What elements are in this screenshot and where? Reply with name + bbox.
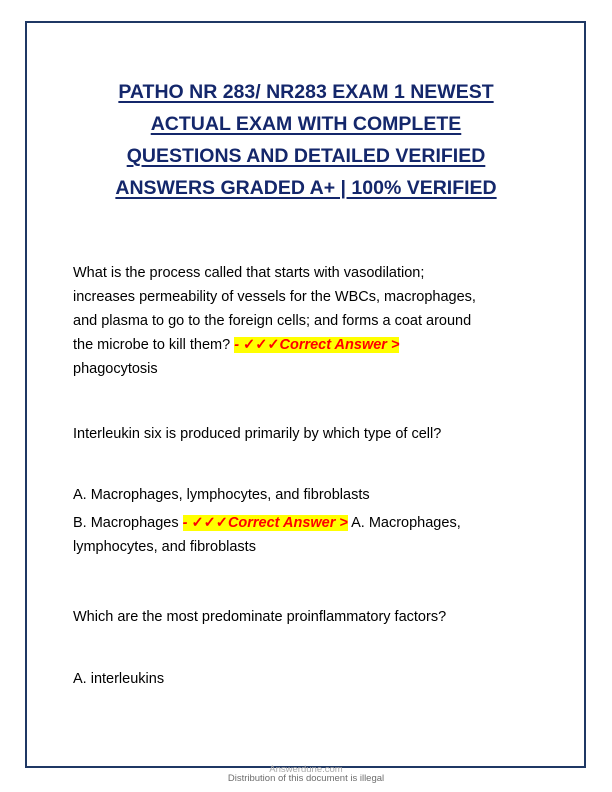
question-text-line: and plasma to go to the foreign cells; and forms a coat around — [73, 313, 472, 329]
answer-text-continued: lymphocytes, and fibroblasts — [73, 539, 256, 555]
option-b — [73, 511, 543, 535]
title-line: ACTUAL EXAM WITH COMPLETE — [150, 113, 462, 135]
correct-answer-marker — [183, 515, 348, 531]
document-title — [60, 76, 552, 204]
question-1 — [73, 261, 543, 381]
checkmarks-icon: ✓✓✓ — [191, 515, 228, 531]
correct-answer-label: Correct Answer > — [279, 337, 400, 353]
title-line: PATHO NR 283/ NR283 EXAM 1 NEWEST — [118, 81, 494, 103]
question-text-line: increases permeability of vessels for the WBCs, macrophages, — [73, 289, 476, 305]
option-a: A. interleukins — [73, 671, 165, 687]
question-text-line — [73, 333, 543, 357]
option-a: A. Macrophages, lymphocytes, and fibroblasts — [73, 487, 370, 503]
question-text: Interleukin six is produced primarily by which type of cell? — [73, 426, 442, 442]
option-b-text: B. Macrophages — [73, 515, 183, 531]
footer-site: Answerdune.com — [269, 764, 343, 775]
correct-answer-marker — [234, 337, 399, 353]
question-2-options — [73, 483, 543, 559]
answer-text: A. Macrophages, — [347, 515, 461, 531]
question-2 — [73, 422, 543, 446]
question-text: Which are the most predominate proinflammatory factors? — [73, 609, 447, 625]
title-line: QUESTIONS AND DETAILED VERIFIED — [126, 145, 486, 167]
correct-answer-label: Correct Answer > — [227, 515, 348, 531]
marker-dash: - — [182, 515, 192, 531]
answer-text: phagocytosis — [73, 361, 158, 377]
marker-dash: - — [234, 337, 244, 353]
question-3 — [73, 605, 543, 629]
footer-notice: Distribution of this document is illegal — [227, 773, 385, 784]
question-text-end: the microbe to kill them? — [73, 337, 235, 353]
question-3-options — [73, 667, 543, 691]
checkmarks-icon: ✓✓✓ — [243, 337, 280, 353]
title-line: ANSWERS GRADED A+ | 100% VERIFIED — [115, 177, 497, 199]
question-text-line: What is the process called that starts with vasodilation; — [73, 265, 425, 281]
